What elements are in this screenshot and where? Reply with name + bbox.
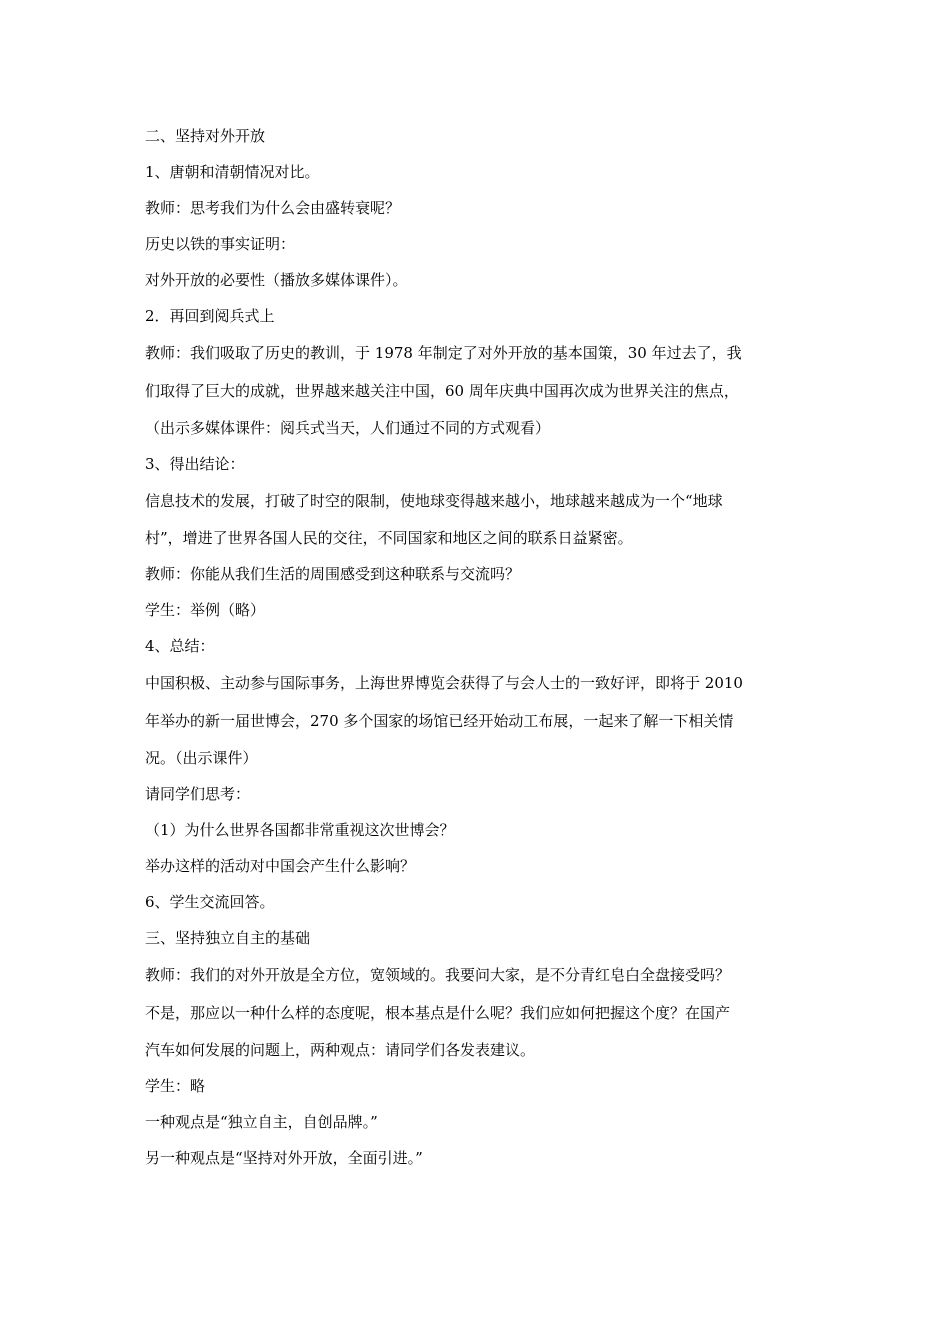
student-reply-line: 学生：略 <box>145 1077 206 1095</box>
item-student-discussion: 6、学生交流回答。 <box>145 893 275 911</box>
teacher-independence-line-2: 不是，那应以一种什么样的态度呢，根本基点是什么呢？我们应如何把握这个度？在国产 <box>145 1004 731 1022</box>
summary-paragraph-line-1: 中国积极、主动参与国际事务，上海世界博览会获得了与会人士的一致好评，即将于 2010 <box>145 674 743 692</box>
item-tang-qing-comparison: 1、唐朝和清朝情况对比。 <box>145 163 320 181</box>
teacher-question-decline: 教师：思考我们为什么会由盛转衰呢？ <box>145 199 401 217</box>
conclusion-paragraph-line-1: 信息技术的发展，打破了时空的限制，使地球变得越来越小，地球越来越成为一个“地球 <box>145 492 723 510</box>
teacher-lesson-line-2: 们取得了巨大的成就，世界越来越关注中国，60 周年庆典中国再次成为世界关注的焦点， <box>145 382 739 400</box>
history-proof-line: 历史以铁的事实证明： <box>145 235 296 253</box>
teacher-question-connection: 教师：你能从我们生活的周围感受到这种联系与交流吗？ <box>145 565 521 583</box>
summary-paragraph-line-2: 年举办的新一届世博会，270 多个国家的场馆已经开始动工布展，一起来了解一下相关情 <box>145 712 734 730</box>
question-expo-importance: （1）为什么世界各国都非常重视这次世博会？ <box>145 821 455 839</box>
teacher-lesson-line-1: 教师：我们吸取了历史的教训，于 1978 年制定了对外开放的基本国策，30 年过去了，我 <box>145 344 742 362</box>
summary-paragraph-line-3: 况。（出示课件） <box>145 749 258 767</box>
teacher-independence-line-3: 汽车如何发展的问题上，两种观点：请同学们各发表建议。 <box>145 1041 536 1059</box>
item-conclusion: 3、得出结论： <box>145 455 245 473</box>
document-body <box>145 118 809 1176</box>
section-heading-opening-up: 二、坚持对外开放 <box>145 127 266 145</box>
teacher-lesson-line-3: （出示多媒体课件：阅兵式当天，人们通过不同的方式观看） <box>145 419 551 437</box>
teacher-independence-line-1: 教师：我们的对外开放是全方位，宽领域的。我要问大家，是不分青红皂白全盘接受吗？ <box>145 966 731 984</box>
conclusion-paragraph-line-2: 村”，增进了世界各国人民的交往，不同国家和地区之间的联系日益紧密。 <box>145 529 633 547</box>
think-prompt-line: 请同学们思考： <box>145 785 251 803</box>
student-example-line: 学生：举例（略） <box>145 601 266 619</box>
item-back-to-parade: 2．再回到阅兵式上 <box>145 307 275 325</box>
section-heading-independence: 三、坚持独立自主的基础 <box>145 929 311 947</box>
opening-necessity-line: 对外开放的必要性（播放多媒体课件）。 <box>145 271 408 289</box>
item-summary: 4、总结： <box>145 637 215 655</box>
viewpoint-independent-line: 一种观点是“独立自主，自创品牌。” <box>145 1113 378 1131</box>
viewpoint-open-line: 另一种观点是“坚持对外开放，全面引进。” <box>145 1149 423 1167</box>
question-expo-impact: 举办这样的活动对中国会产生什么影响？ <box>145 857 416 875</box>
